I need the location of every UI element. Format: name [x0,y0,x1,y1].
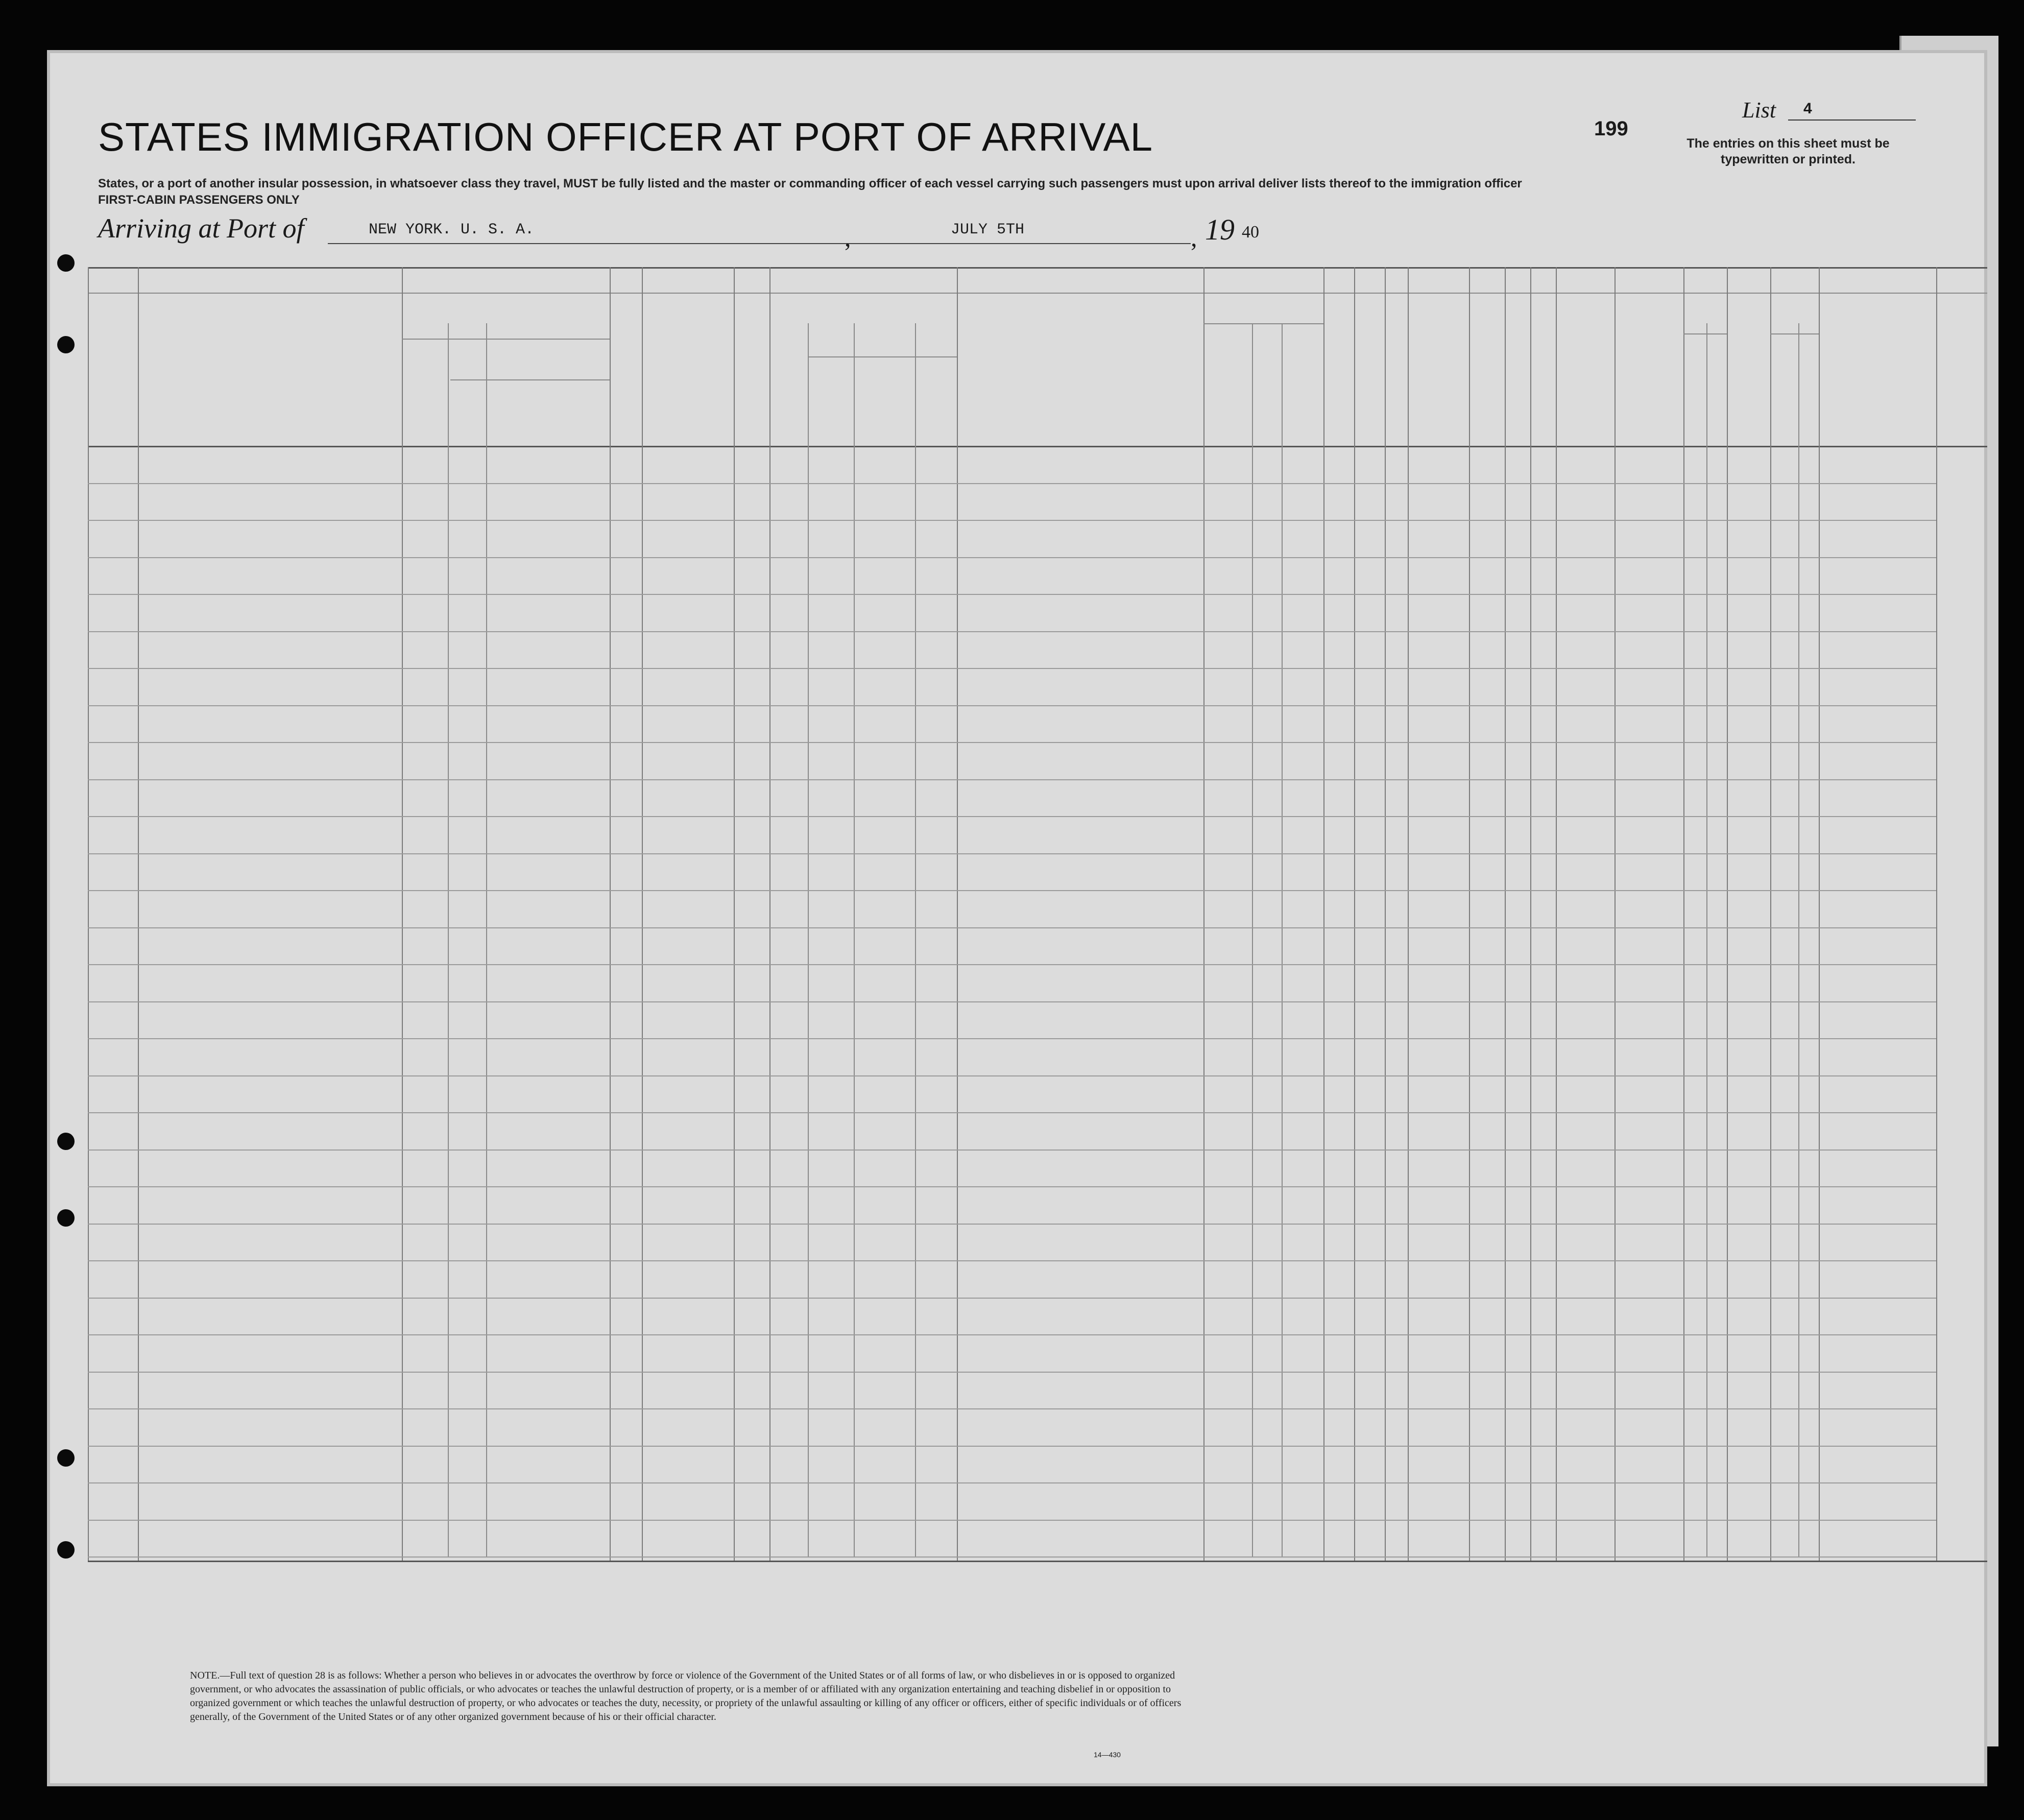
row-divider [88,557,1936,558]
column-divider [1505,267,1506,1561]
row-divider [88,1446,1936,1447]
header-inches [1708,369,1725,436]
row-divider [88,483,1936,484]
subheader-rule [402,339,610,340]
header-ticket [612,303,640,436]
column-divider [642,267,643,1561]
subheader-rule [450,379,610,380]
header-feet [1685,369,1704,436]
row-divider [88,853,1936,854]
column-divider [1408,267,1409,1561]
page-title: STATES IMMIGRATION OFFICER AT PORT OF ARRIVAL [98,114,1153,159]
list-label: List [1742,98,1776,123]
binder-hole [57,254,75,272]
subheader-rule [808,356,957,357]
table-bottom-border [88,1561,1987,1562]
subheader-rule [1203,323,1323,324]
binder-hole [57,1133,75,1150]
column-divider [1530,267,1531,1561]
list-number: 4 [1803,100,1812,117]
year-prefix: 19 [1205,213,1235,246]
row-divider [88,1372,1936,1373]
row-divider [88,1334,1936,1335]
footnote-question-28: NOTE.—Full text of question 28 is as follows: Whether a person who believes in or advocates the overthrow by force or violence of the Government of the United States or of all forms of law, or who disbelieves in or is opposed to organized government, or who advocates the assassination of public officials, or who advocates or teaches the unlawful destruction of property, or is a member of or affiliated with any organization entertaining and teaching disbelief in or opposition to organized government or which teaches the unlawful destruction of property, or who advocates or teaches the duty, necessity, or propriety of the unlawful assaulting or killing of any officer or officers, either of specific individuals or of officers generally, of the Government of the United States or of any other organized government because of his or their official character. [190,1670,1182,1722]
typewritten-instruction: The entries on this sheet must be typewritten or printed. [1686,136,1890,167]
table-top-border [88,267,1987,269]
column-divider [1354,267,1355,1561]
row-divider [88,1112,1936,1113]
row-divider [88,816,1936,817]
column-divider [1683,267,1684,1561]
row-divider [88,1482,1936,1483]
binder-hole [57,336,75,353]
header-bottom-border [88,446,1987,447]
header-purpose-return [1206,326,1250,436]
column-divider [88,267,89,1561]
row-divider [88,1520,1936,1521]
column-divider [1615,267,1616,1561]
header-excluded [1507,303,1528,436]
row-divider [88,779,1936,780]
header-purpose-citizen [1284,326,1321,436]
column-divider [1203,267,1204,1561]
column-divider [1819,267,1820,1561]
row-divider [88,1038,1936,1039]
column-divider [957,267,958,1561]
column-divider [610,267,611,1561]
manifest-table [47,267,1987,1687]
column-divider [1770,267,1771,1561]
row-divider [88,1408,1936,1409]
row-divider [88,890,1936,891]
row-divider [88,964,1936,965]
row-divider [88,1150,1936,1151]
cabin-class: FIRST-CABIN PASSENGERS ONLY [98,193,300,207]
binder-hole [57,1449,75,1467]
column-divider [402,267,403,1561]
row-divider [88,1556,1936,1558]
subheader-rule [1770,333,1819,334]
row-divider [88,1075,1936,1076]
header-arrested [1532,303,1554,436]
year-suffix: 40 [1242,223,1259,242]
column-divider [138,267,139,1561]
column-divider [1556,267,1557,1561]
port-of-arrival: NEW YORK. U. S. A. [369,221,535,238]
column-divider [1323,267,1324,1561]
column-divider [734,267,735,1561]
row-divider [88,520,1936,521]
row-divider [88,594,1936,595]
row-divider [88,1298,1936,1299]
column-divider [1936,267,1937,1561]
column-number-row-border [88,293,1987,294]
header-polygamist [1356,303,1383,436]
row-divider [88,742,1936,743]
header-purpose-length [1254,326,1280,436]
arrival-date: JULY 5TH [951,221,1025,238]
manifest-sheet: STATES IMMIGRATION OFFICER AT PORT OF ARRIVAL List 4 199 The entries on this sheet must be typewritten or printed. States, or a port of another insular possession, in whatsoever class they travel, MUST be fully listed and the master or commanding officer of each vessel carrying such passengers must upon arrival deliver lists thereof to the immigration officer FIRST-CABIN PASSENGERS ONLY Arriving at Port of NEW YORK. U. S. A. , JULY 5TH , 19 40 NOTE.—Full text of question 28 is as follows: Whether a person who believes in or advocates the overthrow by force or violence of the Government of the United States or of all forms of law, or who disbelieves in or is opposed to organized government, or who advocates the assassination of public officials, or who advocates or teaches the unlawful destruction of property, or is a member of or affiliated with any organization entertaining and teaching disbelief in or opposition to organized government or which teaches the unlawful destruction of property, or who advocates or teaches the duty, necessity, or propriety of the unlawful assaulting or killing of any officer or officers, either of specific individuals or of officers generally, of the Government of the United States or of any other organized government because of his or their official character. 14—430 [47,50,1987,1786]
row-divider [88,927,1936,928]
binder-hole [57,1541,75,1559]
form-number: 14—430 [1094,1751,1121,1759]
header-anarchist [1387,303,1406,436]
row-divider [88,705,1936,706]
intro-line: States, or a port of another insular possession, in whatsoever class they travel, MUST be fully listed and the master or commanding officer of each vessel carrying such passengers must upon arrival deliver lists thereof to the immigration officer [98,177,1522,190]
header-prison [1326,303,1352,436]
page-number: 199 [1594,117,1628,140]
column-divider [1385,267,1386,1561]
header-labor-offer [1471,303,1503,436]
column-divider [769,267,770,1561]
subheader-rule [1683,333,1727,334]
row-divider [88,1186,1936,1187]
row-divider [88,1224,1936,1225]
column-divider [1469,267,1470,1561]
binder-hole [57,1209,75,1227]
row-divider [88,1001,1936,1002]
row-divider [88,631,1936,632]
header-money [736,303,767,436]
row-divider [88,668,1936,669]
arriving-label: Arriving at Port of [98,213,304,244]
column-divider [1727,267,1728,1561]
header-question-28 [1410,303,1467,436]
row-divider [88,1260,1936,1261]
